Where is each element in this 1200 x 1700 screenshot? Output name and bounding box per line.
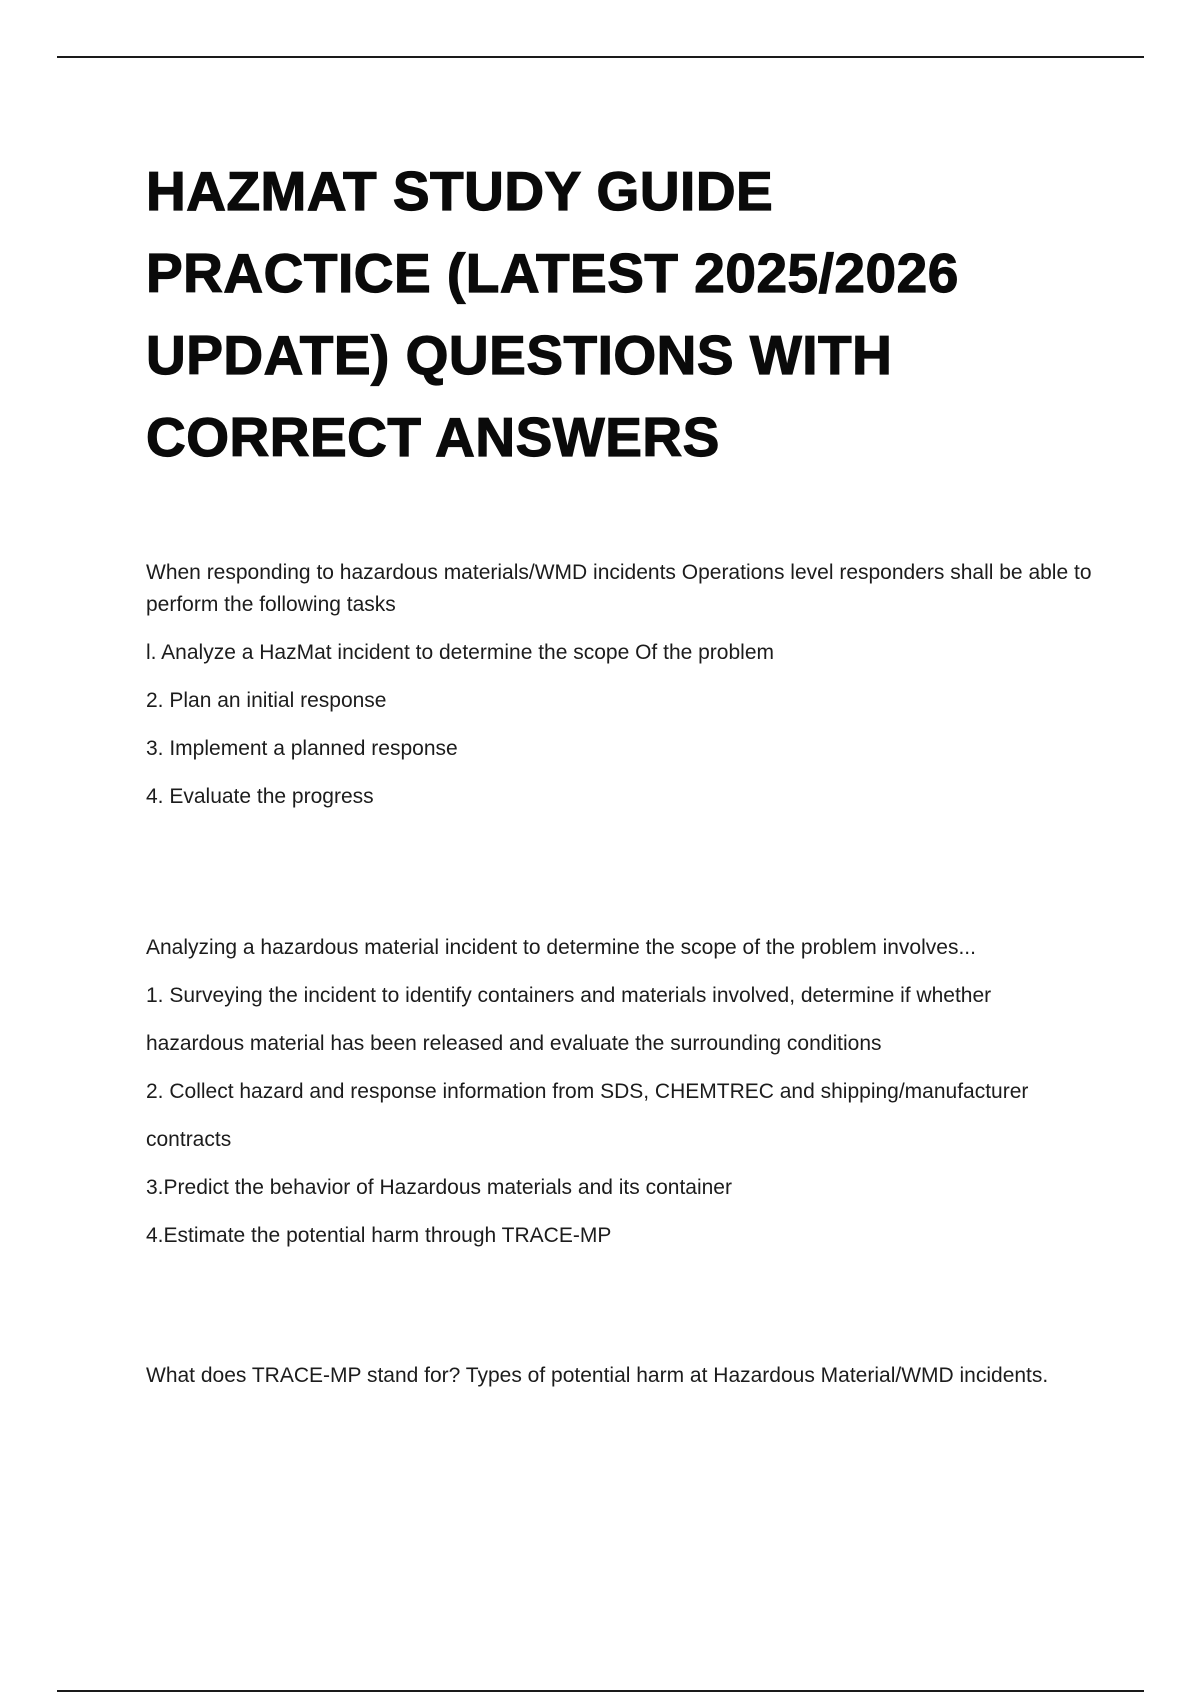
question-prompt: What does TRACE-MP stand for? Types of potential harm at Hazardous Material/WMD incidents. [146,1364,1049,1387]
title-line: HAZMAT STUDY GUIDE [146,160,774,222]
answer-line: 1. Surveying the incident to identify containers and materials involved, determine if whether [146,984,992,1007]
answer-line: 4. Evaluate the progress [146,785,374,808]
answer-line: 3. Implement a planned response [146,737,458,760]
answer-list [146,629,1106,821]
question-prompt: When responding to hazardous materials/WMD incidents Operations level responders shall be able to perform the following tasks [146,561,1092,616]
question-block-2 [146,924,1106,1260]
answer-line: 4.Estimate the potential harm through TRACE-MP [146,1224,612,1247]
answer-line: l. Analyze a HazMat incident to determine the scope Of the problem [146,641,775,664]
answer-line: 2. Collect hazard and response information from SDS, CHEMTREC and shipping/manufacturer [146,1080,1029,1103]
question-prompt: Analyzing a hazardous material incident to determine the scope of the problem involves... [146,936,976,959]
document-title [146,150,1106,478]
question-block-1 [146,557,1106,821]
answer-line: contracts [146,1128,232,1151]
question-block-3 [146,1360,1106,1392]
title-line: UPDATE) QUESTIONS WITH [146,324,893,386]
answer-line: hazardous material has been released and evaluate the surrounding conditions [146,1032,882,1055]
title-line: CORRECT ANSWERS [146,406,720,468]
footer-rule [57,1690,1144,1692]
answer-line: 3.Predict the behavior of Hazardous materials and its container [146,1176,732,1199]
header-rule [57,56,1144,58]
title-line: PRACTICE (LATEST 2025/2026 [146,242,959,304]
answer-line: 2. Plan an initial response [146,689,387,712]
